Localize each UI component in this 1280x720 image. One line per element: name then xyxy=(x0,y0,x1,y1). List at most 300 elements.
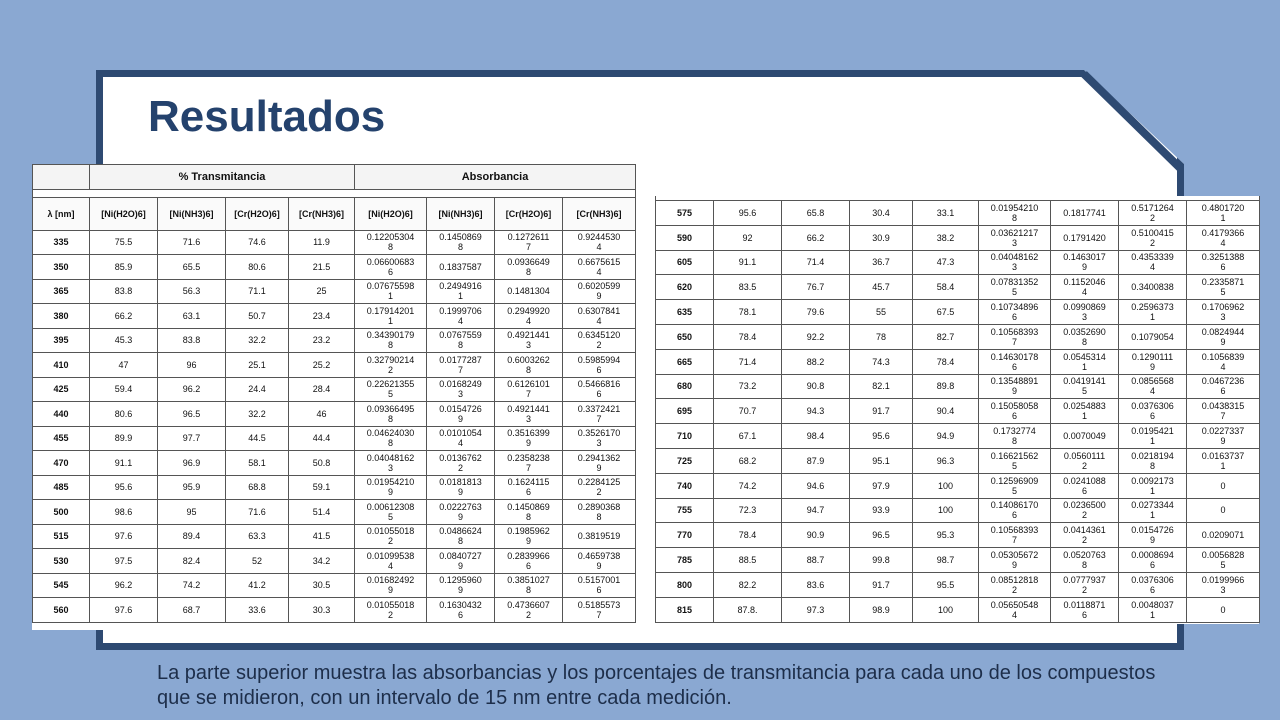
value-cell: 75.5 xyxy=(90,230,158,255)
value-cell: 0.04048162 3 xyxy=(979,250,1051,275)
table-row xyxy=(656,225,1260,250)
table-row xyxy=(656,324,1260,349)
value-cell: 0.0545314 1 xyxy=(1051,349,1119,374)
wavelength-cell: 410 xyxy=(33,353,90,378)
wavelength-cell: 785 xyxy=(656,548,714,573)
value-cell: 0.08512818 2 xyxy=(979,572,1051,597)
value-cell: 0.32790214 2 xyxy=(355,353,427,378)
value-cell: 95.9 xyxy=(158,475,226,500)
value-cell: 30.5 xyxy=(289,573,355,598)
value-cell: 96.5 xyxy=(158,402,226,427)
table-row xyxy=(33,524,636,549)
wavelength-cell: 395 xyxy=(33,328,90,353)
value-cell: 46 xyxy=(289,402,355,427)
value-cell: 94.7 xyxy=(782,498,850,523)
value-cell: 0.10568393 7 xyxy=(979,324,1051,349)
group-header-row xyxy=(33,165,636,190)
value-cell: 41.2 xyxy=(226,573,289,598)
value-cell: 89.9 xyxy=(90,426,158,451)
value-cell: 83.8 xyxy=(158,328,226,353)
value-cell: 66.2 xyxy=(782,225,850,250)
table-row xyxy=(656,523,1260,548)
value-cell: 0.4179366 4 xyxy=(1187,225,1260,250)
col-header-t-cr-h2o: [Cr(H2O)6] xyxy=(226,197,289,230)
value-cell: 0.13548891 9 xyxy=(979,374,1051,399)
value-cell: 65.5 xyxy=(158,255,226,280)
value-cell: 94.3 xyxy=(782,399,850,424)
value-cell: 45.7 xyxy=(850,275,913,300)
value-cell: 30.4 xyxy=(850,201,913,226)
value-cell: 68.8 xyxy=(226,475,289,500)
value-cell: 23.4 xyxy=(289,304,355,329)
table-row xyxy=(33,451,636,476)
table-row xyxy=(656,374,1260,399)
wavelength-cell: 710 xyxy=(656,424,714,449)
value-cell: 0.1630432 6 xyxy=(427,598,495,623)
wavelength-cell: 755 xyxy=(656,498,714,523)
value-cell: 58.4 xyxy=(913,275,979,300)
value-cell: 99.8 xyxy=(850,548,913,573)
value-cell: 63.1 xyxy=(158,304,226,329)
wavelength-cell: 770 xyxy=(656,523,714,548)
wavelength-cell: 665 xyxy=(656,349,714,374)
value-cell: 25.2 xyxy=(289,353,355,378)
value-cell: 71.4 xyxy=(782,250,850,275)
value-cell: 0.06600683 6 xyxy=(355,255,427,280)
value-cell: 41.5 xyxy=(289,524,355,549)
value-cell: 0.0092173 1 xyxy=(1119,473,1187,498)
wavelength-cell: 635 xyxy=(656,300,714,325)
value-cell: 0.2284125 2 xyxy=(563,475,636,500)
value-cell: 0.4921441 3 xyxy=(495,328,563,353)
value-cell: 0.0438315 7 xyxy=(1187,399,1260,424)
value-cell: 96.5 xyxy=(850,523,913,548)
value-cell: 0.2941362 9 xyxy=(563,451,636,476)
table-row xyxy=(33,279,636,304)
wavelength-cell: 725 xyxy=(656,448,714,473)
value-cell: 0.0070049 xyxy=(1051,424,1119,449)
value-cell: 21.5 xyxy=(289,255,355,280)
value-cell: 0.3400838 xyxy=(1119,275,1187,300)
wavelength-cell: 380 xyxy=(33,304,90,329)
table-row xyxy=(656,250,1260,275)
value-cell: 90.4 xyxy=(913,399,979,424)
value-cell: 0.1999706 4 xyxy=(427,304,495,329)
value-cell: 25 xyxy=(289,279,355,304)
value-cell: 88.5 xyxy=(714,548,782,573)
value-cell: 0.4353339 4 xyxy=(1119,250,1187,275)
value-cell: 97.5 xyxy=(90,549,158,574)
value-cell: 0 xyxy=(1187,473,1260,498)
wavelength-cell: 485 xyxy=(33,475,90,500)
value-cell: 0.6020599 9 xyxy=(563,279,636,304)
value-cell: 96.9 xyxy=(158,451,226,476)
value-cell: 68.7 xyxy=(158,598,226,623)
value-cell: 0.34390179 8 xyxy=(355,328,427,353)
value-cell: 0.6003262 8 xyxy=(495,353,563,378)
value-cell: 0.0352690 8 xyxy=(1051,324,1119,349)
value-cell: 0.14086170 6 xyxy=(979,498,1051,523)
value-cell: 96.3 xyxy=(913,448,979,473)
value-cell: 71.6 xyxy=(158,230,226,255)
value-cell: 33.1 xyxy=(913,201,979,226)
wavelength-cell: 680 xyxy=(656,374,714,399)
value-cell: 71.6 xyxy=(226,500,289,525)
value-cell: 0.0486624 8 xyxy=(427,524,495,549)
value-cell: 0.05305672 9 xyxy=(979,548,1051,573)
value-cell: 0.0136762 2 xyxy=(427,451,495,476)
col-header-t-cr-nh3: [Cr(NH3)6] xyxy=(289,197,355,230)
value-cell: 0.15058058 6 xyxy=(979,399,1051,424)
value-cell: 0.0101054 4 xyxy=(427,426,495,451)
value-cell: 33.6 xyxy=(226,598,289,623)
value-cell: 0.1624115 6 xyxy=(495,475,563,500)
value-cell: 0.10568393 7 xyxy=(979,523,1051,548)
value-cell: 0.1985962 9 xyxy=(495,524,563,549)
value-cell: 0.3526170 3 xyxy=(563,426,636,451)
wavelength-cell: 815 xyxy=(656,597,714,622)
value-cell: 0.0376306 6 xyxy=(1119,572,1187,597)
value-cell: 0.07831352 5 xyxy=(979,275,1051,300)
table-row xyxy=(33,573,636,598)
value-cell: 0.0936649 8 xyxy=(495,255,563,280)
table-row xyxy=(33,328,636,353)
value-cell: 0.1732774 8 xyxy=(979,424,1051,449)
value-cell: 0.03621217 3 xyxy=(979,225,1051,250)
value-cell: 95.6 xyxy=(850,424,913,449)
value-cell: 66.2 xyxy=(90,304,158,329)
table-row xyxy=(33,255,636,280)
value-cell: 0.0520763 8 xyxy=(1051,548,1119,573)
wavelength-cell: 620 xyxy=(656,275,714,300)
table-row xyxy=(656,597,1260,622)
value-cell: 73.2 xyxy=(714,374,782,399)
value-cell: 92 xyxy=(714,225,782,250)
value-cell: 0.16621562 5 xyxy=(979,448,1051,473)
value-cell: 91.7 xyxy=(850,399,913,424)
value-cell: 91.1 xyxy=(714,250,782,275)
value-cell: 0.01055018 2 xyxy=(355,524,427,549)
col-header-t-ni-nh3: [Ni(NH3)6] xyxy=(158,197,226,230)
value-cell: 25.1 xyxy=(226,353,289,378)
value-cell: 0.1056839 4 xyxy=(1187,349,1260,374)
value-cell: 50.7 xyxy=(226,304,289,329)
value-cell: 97.3 xyxy=(782,597,850,622)
value-cell: 58.1 xyxy=(226,451,289,476)
value-cell: 11.9 xyxy=(289,230,355,255)
value-cell: 0.0048037 1 xyxy=(1119,597,1187,622)
value-cell: 96 xyxy=(158,353,226,378)
value-cell: 0.1450869 8 xyxy=(427,230,495,255)
value-cell: 0.0254883 1 xyxy=(1051,399,1119,424)
value-cell: 90.9 xyxy=(782,523,850,548)
value-cell: 95.3 xyxy=(913,523,979,548)
right-results-table xyxy=(655,196,1260,623)
table-row xyxy=(33,549,636,574)
value-cell: 0.0168249 3 xyxy=(427,377,495,402)
value-cell: 78.1 xyxy=(714,300,782,325)
wavelength-cell: 530 xyxy=(33,549,90,574)
value-cell: 90.8 xyxy=(782,374,850,399)
value-cell: 0.2839966 6 xyxy=(495,549,563,574)
value-cell: 71.4 xyxy=(714,349,782,374)
wavelength-cell: 605 xyxy=(656,250,714,275)
value-cell: 51.4 xyxy=(289,500,355,525)
table-row xyxy=(33,304,636,329)
value-cell: 0.0218194 8 xyxy=(1119,448,1187,473)
wavelength-cell: 440 xyxy=(33,402,90,427)
value-cell: 0.05650548 4 xyxy=(979,597,1051,622)
value-cell: 0.0767559 8 xyxy=(427,328,495,353)
value-cell: 0.0056828 5 xyxy=(1187,548,1260,573)
value-cell: 70.7 xyxy=(714,399,782,424)
value-cell: 82.4 xyxy=(158,549,226,574)
table-row xyxy=(656,349,1260,374)
value-cell: 96.2 xyxy=(158,377,226,402)
value-cell: 0.5157001 6 xyxy=(563,573,636,598)
value-cell: 0.3819519 xyxy=(563,524,636,549)
value-cell: 98.9 xyxy=(850,597,913,622)
value-cell: 95.6 xyxy=(714,201,782,226)
value-cell: 82.2 xyxy=(714,572,782,597)
value-cell: 0.0273344 1 xyxy=(1119,498,1187,523)
value-cell: 0.0419141 5 xyxy=(1051,374,1119,399)
value-cell: 0.4801720 1 xyxy=(1187,201,1260,226)
wavelength-cell: 515 xyxy=(33,524,90,549)
value-cell: 0.0840727 9 xyxy=(427,549,495,574)
value-cell: 0.0414361 2 xyxy=(1051,523,1119,548)
value-cell: 80.6 xyxy=(226,255,289,280)
spacer-row xyxy=(33,189,636,197)
value-cell: 0.14630178 6 xyxy=(979,349,1051,374)
value-cell: 0.1837587 xyxy=(427,255,495,280)
value-cell: 0.01954210 8 xyxy=(979,201,1051,226)
table-row xyxy=(656,498,1260,523)
wavelength-cell: 350 xyxy=(33,255,90,280)
wavelength-cell: 575 xyxy=(656,201,714,226)
wavelength-cell: 365 xyxy=(33,279,90,304)
value-cell: 88.7 xyxy=(782,548,850,573)
value-cell: 52 xyxy=(226,549,289,574)
value-cell: 24.4 xyxy=(226,377,289,402)
value-cell: 0.0824944 9 xyxy=(1187,324,1260,349)
value-cell: 0.0227337 9 xyxy=(1187,424,1260,449)
wavelength-cell: 455 xyxy=(33,426,90,451)
value-cell: 0.01055018 2 xyxy=(355,598,427,623)
value-cell: 95.5 xyxy=(913,572,979,597)
value-cell: 95.1 xyxy=(850,448,913,473)
value-cell: 0.4659738 9 xyxy=(563,549,636,574)
value-cell: 74.6 xyxy=(226,230,289,255)
value-cell: 0.0222763 9 xyxy=(427,500,495,525)
value-cell: 0.0154726 9 xyxy=(1119,523,1187,548)
wavelength-cell: 335 xyxy=(33,230,90,255)
wavelength-cell: 740 xyxy=(656,473,714,498)
value-cell: 74.2 xyxy=(158,573,226,598)
value-cell: 56.3 xyxy=(158,279,226,304)
value-cell: 0.1152046 4 xyxy=(1051,275,1119,300)
value-cell: 94.6 xyxy=(782,473,850,498)
table-row xyxy=(656,300,1260,325)
value-cell: 44.5 xyxy=(226,426,289,451)
value-cell: 0.4921441 3 xyxy=(495,402,563,427)
value-cell: 0.6675615 4 xyxy=(563,255,636,280)
value-cell: 72.3 xyxy=(714,498,782,523)
value-cell: 100 xyxy=(913,597,979,622)
value-cell: 55 xyxy=(850,300,913,325)
value-cell: 83.5 xyxy=(714,275,782,300)
group-header-blank xyxy=(33,165,90,190)
value-cell: 0.6345120 2 xyxy=(563,328,636,353)
value-cell: 0.10734896 6 xyxy=(979,300,1051,325)
value-cell: 0.0195421 1 xyxy=(1119,424,1187,449)
value-cell: 78 xyxy=(850,324,913,349)
table-row xyxy=(33,377,636,402)
value-cell: 0.09366495 8 xyxy=(355,402,427,427)
value-cell: 0.6126101 7 xyxy=(495,377,563,402)
value-cell: 74.3 xyxy=(850,349,913,374)
value-cell: 0.12596909 5 xyxy=(979,473,1051,498)
value-cell: 0.0467236 6 xyxy=(1187,374,1260,399)
table-row xyxy=(656,473,1260,498)
value-cell: 94.9 xyxy=(913,424,979,449)
wavelength-cell: 800 xyxy=(656,572,714,597)
col-header-a-ni-h2o: [Ni(H2O)6] xyxy=(355,197,427,230)
value-cell: 30.9 xyxy=(850,225,913,250)
value-cell: 97.6 xyxy=(90,598,158,623)
col-header-t-ni-h2o: [Ni(H2O)6] xyxy=(90,197,158,230)
wavelength-cell: 695 xyxy=(656,399,714,424)
value-cell: 65.8 xyxy=(782,201,850,226)
value-cell: 0.1450869 8 xyxy=(495,500,563,525)
value-cell: 97.9 xyxy=(850,473,913,498)
wavelength-cell: 470 xyxy=(33,451,90,476)
table-row xyxy=(33,402,636,427)
value-cell: 0.1290111 9 xyxy=(1119,349,1187,374)
value-cell: 47.3 xyxy=(913,250,979,275)
wavelength-cell: 425 xyxy=(33,377,90,402)
value-cell: 78.4 xyxy=(714,324,782,349)
value-cell: 0 xyxy=(1187,498,1260,523)
value-cell: 82.1 xyxy=(850,374,913,399)
value-cell: 0.0177287 7 xyxy=(427,353,495,378)
value-cell: 78.4 xyxy=(913,349,979,374)
wavelength-cell: 590 xyxy=(656,225,714,250)
table-row xyxy=(656,275,1260,300)
value-cell: 0.1706962 3 xyxy=(1187,300,1260,325)
value-cell: 0.04624030 8 xyxy=(355,426,427,451)
value-cell: 0.2358238 7 xyxy=(495,451,563,476)
value-cell: 28.4 xyxy=(289,377,355,402)
value-cell: 0.2890368 8 xyxy=(563,500,636,525)
value-cell: 0.01954210 9 xyxy=(355,475,427,500)
col-header-a-cr-h2o: [Cr(H2O)6] xyxy=(495,197,563,230)
value-cell: 0.0199966 3 xyxy=(1187,572,1260,597)
value-cell: 0.17914201 1 xyxy=(355,304,427,329)
value-cell: 88.2 xyxy=(782,349,850,374)
value-cell: 0.2494916 1 xyxy=(427,279,495,304)
table-row xyxy=(656,201,1260,226)
value-cell: 34.2 xyxy=(289,549,355,574)
value-cell: 0.0241088 6 xyxy=(1051,473,1119,498)
value-cell: 0.0236500 2 xyxy=(1051,498,1119,523)
value-cell: 0.9244530 4 xyxy=(563,230,636,255)
wavelength-cell: 560 xyxy=(33,598,90,623)
column-header-row xyxy=(33,197,636,230)
value-cell: 98.6 xyxy=(90,500,158,525)
wavelength-cell: 545 xyxy=(33,573,90,598)
value-cell: 0.3516399 9 xyxy=(495,426,563,451)
slide-title: Resultados xyxy=(148,92,386,141)
value-cell: 59.1 xyxy=(289,475,355,500)
value-cell: 0.0181813 9 xyxy=(427,475,495,500)
wavelength-cell: 650 xyxy=(656,324,714,349)
value-cell: 0.2596373 1 xyxy=(1119,300,1187,325)
table-row xyxy=(656,448,1260,473)
value-cell: 100 xyxy=(913,473,979,498)
value-cell: 47 xyxy=(90,353,158,378)
value-cell: 83.6 xyxy=(782,572,850,597)
table-row xyxy=(33,598,636,623)
col-header-a-ni-nh3: [Ni(NH3)6] xyxy=(427,197,495,230)
table-row xyxy=(33,353,636,378)
value-cell: 93.9 xyxy=(850,498,913,523)
value-cell: 0 xyxy=(1187,597,1260,622)
value-cell: 0.00612308 5 xyxy=(355,500,427,525)
value-cell: 0.12205304 8 xyxy=(355,230,427,255)
value-cell: 0.0777937 2 xyxy=(1051,572,1119,597)
value-cell: 0.0118871 6 xyxy=(1051,597,1119,622)
value-cell: 0.5985994 6 xyxy=(563,353,636,378)
value-cell: 0.0209071 xyxy=(1187,523,1260,548)
slide-caption: La parte superior muestra las absorbancias y los porcentajes de transmitancia para cada uno de los compuestos que se midieron, con un intervalo de 15 nm entre cada medición. xyxy=(157,662,1156,709)
value-cell: 36.7 xyxy=(850,250,913,275)
value-cell: 97.7 xyxy=(158,426,226,451)
value-cell: 76.7 xyxy=(782,275,850,300)
value-cell: 0.1791420 xyxy=(1051,225,1119,250)
value-cell: 89.8 xyxy=(913,374,979,399)
col-header-lambda: λ [nm] xyxy=(33,197,90,230)
wavelength-cell: 500 xyxy=(33,500,90,525)
value-cell: 87.8. xyxy=(714,597,782,622)
value-cell: 32.2 xyxy=(226,328,289,353)
value-cell: 0.01682492 9 xyxy=(355,573,427,598)
value-cell: 78.4 xyxy=(714,523,782,548)
value-cell: 0.0560111 2 xyxy=(1051,448,1119,473)
table-row xyxy=(33,475,636,500)
table-row xyxy=(656,548,1260,573)
value-cell: 98.7 xyxy=(913,548,979,573)
value-cell: 0.0008694 6 xyxy=(1119,548,1187,573)
value-cell: 0.0376306 6 xyxy=(1119,399,1187,424)
value-cell: 50.8 xyxy=(289,451,355,476)
value-cell: 80.6 xyxy=(90,402,158,427)
value-cell: 82.7 xyxy=(913,324,979,349)
value-cell: 32.2 xyxy=(226,402,289,427)
value-cell: 38.2 xyxy=(913,225,979,250)
value-cell: 95 xyxy=(158,500,226,525)
value-cell: 0.1463017 9 xyxy=(1051,250,1119,275)
value-cell: 83.8 xyxy=(90,279,158,304)
value-cell: 0.6307841 4 xyxy=(563,304,636,329)
value-cell: 0.0154726 9 xyxy=(427,402,495,427)
value-cell: 92.2 xyxy=(782,324,850,349)
value-cell: 0.5185573 7 xyxy=(563,598,636,623)
value-cell: 59.4 xyxy=(90,377,158,402)
value-cell: 0.1481304 xyxy=(495,279,563,304)
value-cell: 67.1 xyxy=(714,424,782,449)
value-cell: 71.1 xyxy=(226,279,289,304)
